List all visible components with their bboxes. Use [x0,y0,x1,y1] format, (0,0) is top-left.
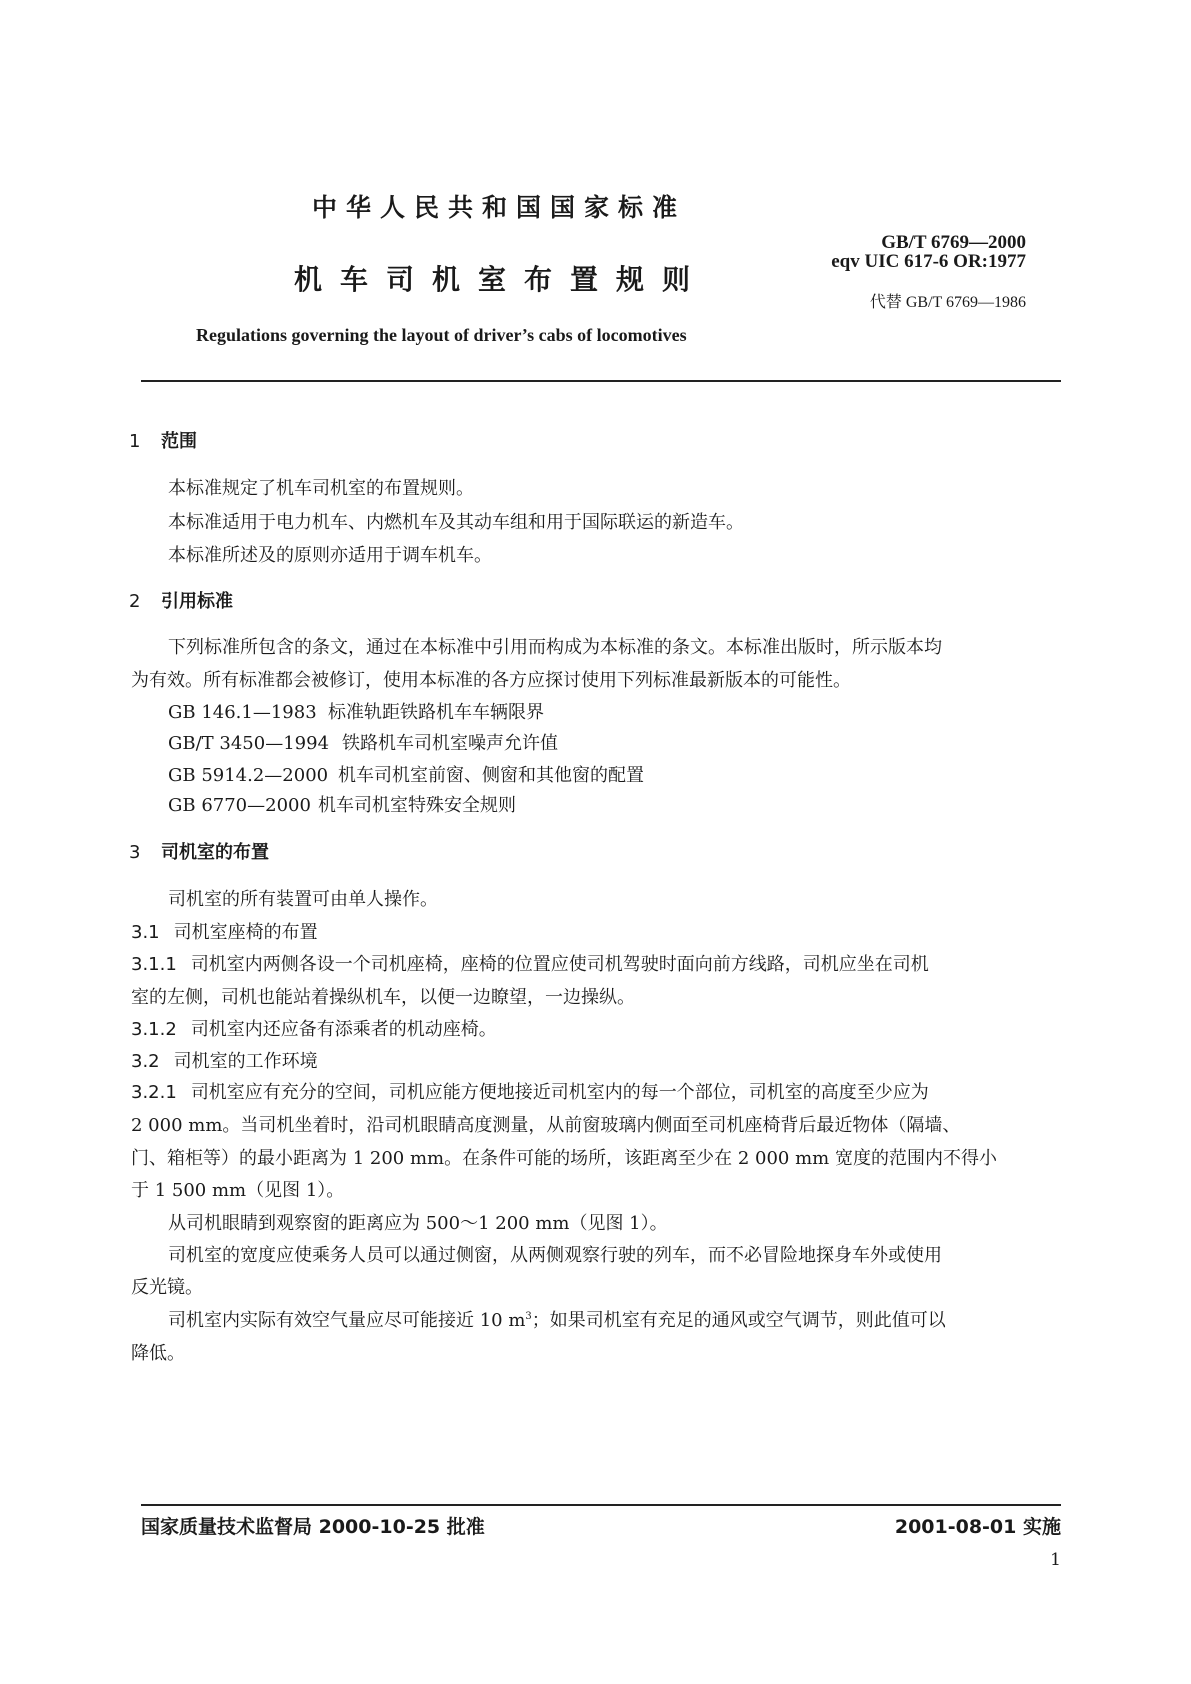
national-standard-heading: 中华人民共和国国家标准 [312,193,687,222]
implementation-date: 2001-08-01 实施 [894,1516,1061,1538]
english-title: Regulations governing the layout of driver’s cabs of locomotives [196,325,687,345]
section-number: 2 [129,591,141,612]
section-title: 范围 [161,431,197,452]
reference-title: 标准轨距铁路机车车辆限界 [328,702,544,723]
section-3-heading [129,838,269,864]
section-number: 1 [129,431,141,452]
paragraph: 从司机眼睛到观察窗的距离应为 500～1 200 mm（见图 1）。 [168,1213,668,1234]
page-number: 1 [1050,1550,1061,1570]
approval-note: 国家质量技术监督局 2000-10-25 批准 [141,1516,485,1538]
paragraph: 降低。 [131,1343,185,1364]
paragraph: 反光镜。 [131,1277,203,1298]
document-title: 机车司机室布置规则 [294,263,709,296]
reference-item [168,761,644,787]
section-2-heading [129,587,233,613]
equivalence-code: eqv UIC 617-6 OR:1977 [831,251,1026,272]
paragraph: 司机室的所有装置可由单人操作。 [168,889,438,910]
clause-number: 3.1.1 [131,954,177,975]
paragraph: 门、箱柜等）的最小距离为 1 200 mm。在条件可能的场所，该距离至少在 2 000 mm 宽度的范围内不得小 [131,1148,997,1169]
clause-3-1-2 [131,1015,497,1041]
section-1-heading [129,427,197,453]
paragraph: 本标准规定了机车司机室的布置规则。 [168,478,474,499]
reference-code: GB/T 3450—1994 [168,733,330,754]
paragraph: 下列标准所包含的条文，通过在本标准中引用而构成为本标准的条文。本标准出版时，所示版本均 [168,637,942,658]
clause-text: 司机室内两侧各设一个司机座椅，座椅的位置应使司机驾驶时面向前方线路，司机应坐在司机 [190,954,929,975]
standard-code: GB/T 6769—2000 [881,232,1026,253]
clause-text: 司机室应有充分的空间，司机应能方便地接近司机室内的每一个部位，司机室的高度至少应为 [190,1082,929,1103]
footer-divider [141,1504,1061,1506]
header-divider [141,380,1061,382]
subsection-number: 3.2 [131,1051,160,1072]
reference-code: GB 5914.2—2000 [168,765,329,786]
reference-title: 机车司机室特殊安全规则 [318,795,516,816]
paragraph: 于 1 500 mm（见图 1）。 [131,1180,345,1201]
paragraph [168,1306,946,1332]
subsection-title: 司机室座椅的布置 [173,922,318,943]
subsection-title: 司机室的工作环境 [173,1051,318,1072]
paragraph: 为有效。所有标准都会被修订，使用本标准的各方应探讨使用下列标准最新版本的可能性。 [131,670,851,691]
reference-item [168,729,558,755]
reference-title: 机车司机室前窗、侧窗和其他窗的配置 [338,765,644,786]
subsection-3-2 [131,1047,318,1073]
subsection-3-1 [131,918,318,944]
paragraph: 本标准所述及的原则亦适用于调车机车。 [168,545,492,566]
paragraph: 司机室的宽度应使乘务人员可以通过侧窗，从两侧观察行驶的列车，而不必冒险地探身车外或使用 [168,1245,942,1266]
text-run: ；如果司机室有充足的通风或空气调节，则此值可以 [531,1310,946,1331]
reference-code: GB 6770—2000 [168,795,311,816]
paragraph: 2 000 mm。当司机坐着时，沿司机眼睛高度测量，从前窗玻璃内侧面至司机座椅背后最近物体（隔墙、 [131,1115,961,1136]
replaces-note: 代替 GB/T 6769—1986 [869,294,1026,311]
clause-text: 司机室内还应备有添乘者的机动座椅。 [190,1019,497,1040]
clause-number: 3.1.2 [131,1019,177,1040]
clause-3-2-1 [131,1078,929,1104]
section-title: 引用标准 [161,591,233,612]
paragraph: 本标准适用于电力机车、内燃机车及其动车组和用于国际联运的新造车。 [168,512,744,533]
reference-title: 铁路机车司机室噪声允许值 [342,733,558,754]
text-run: 司机室内实际有效空气量应尽可能接近 10 m [168,1310,526,1331]
section-number: 3 [129,842,141,863]
clause-3-1-1 [131,950,929,976]
reference-code: GB 146.1—1983 [168,702,317,723]
paragraph: 室的左侧，司机也能站着操纵机车，以便一边瞭望，一边操纵。 [131,987,635,1008]
reference-item [168,698,544,724]
superscript: 3 [525,1311,532,1322]
section-title: 司机室的布置 [161,842,269,863]
reference-item [168,791,516,817]
subsection-number: 3.1 [131,922,160,943]
clause-number: 3.2.1 [131,1082,177,1103]
